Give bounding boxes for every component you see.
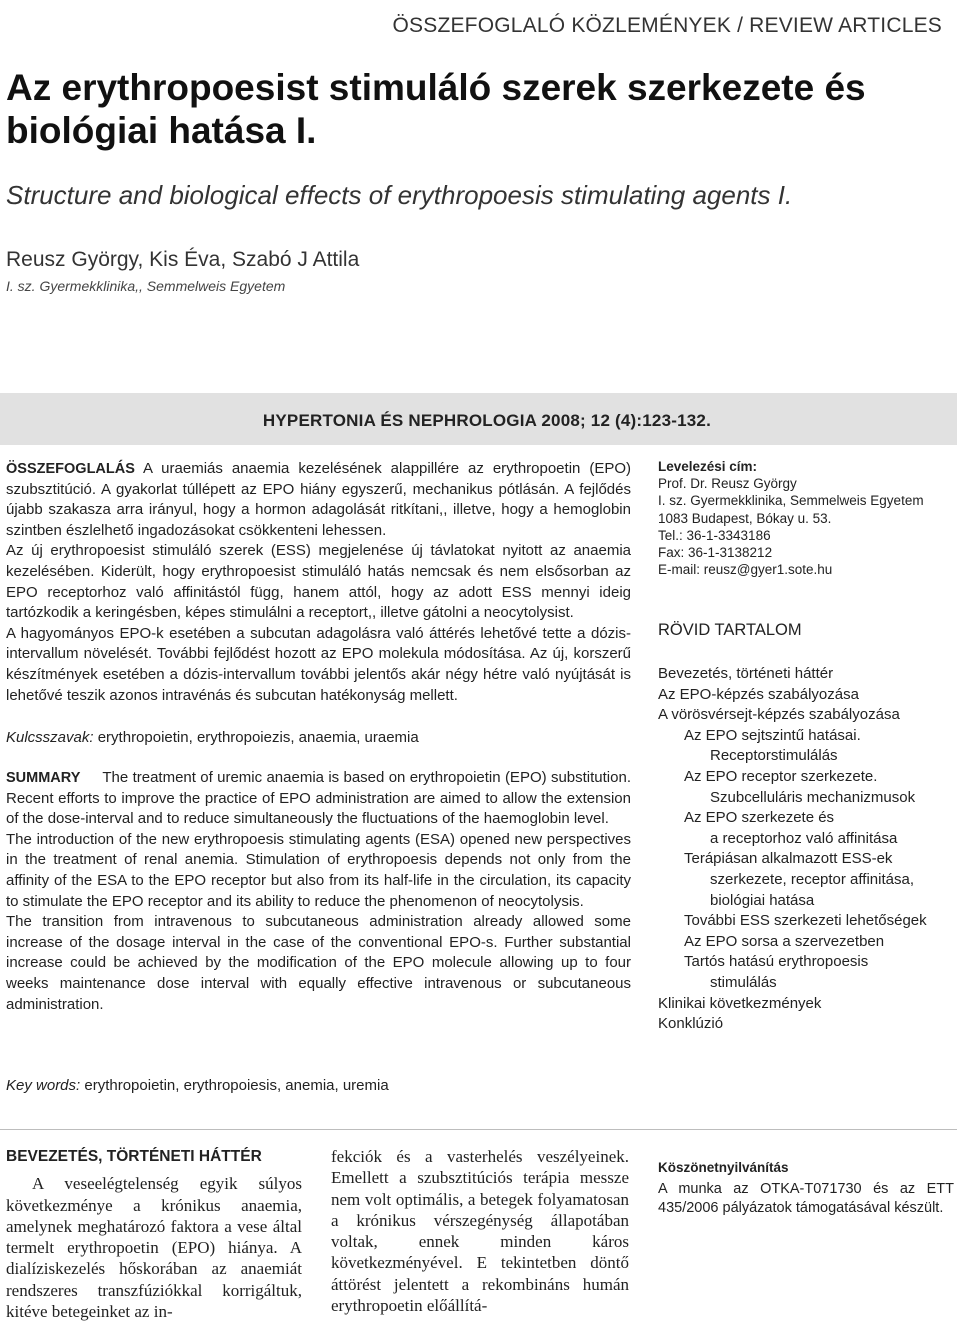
toc-item: Konklúzió — [658, 1015, 724, 1033]
toc-item: Az EPO sejtszintű hatásai. — [684, 726, 861, 744]
correspondence-institution: I. sz. Gyermekklinika, Semmelweis Egyetem — [658, 493, 924, 509]
correspondence-fax: Fax: 36-1-3138212 — [658, 545, 773, 561]
keywords-en-label: Key words: — [6, 1077, 81, 1094]
section-divider — [0, 1129, 957, 1130]
body-paragraph-1: A veseelégtelenség egyik súlyos következménye a krónikus anaemia, amelynek meghatározó faktora a vese által termelt erythropoetin (EPO) hiánya. A dialíziskezelés hőskorában az anaemiát rendszeres transzfúziókkal korrigáltuk, kitéve betegeinket az in- — [6, 1174, 302, 1322]
toc-item: Szubcelluláris mechanizmusok — [710, 788, 916, 806]
author-list: Reusz György, Kis Éva, Szabó J Attila — [6, 248, 360, 271]
abstract-hu-paragraph-2: Az új erythropoesist stimuláló szerek (ESS) megjelenése új távlatokat nyitott az anaemia kezelésében. Kiderült, hogy erythropoesist stimuláló hatás nemcsak és nem elsősorban az EPO receptorhoz való affinitástól függ, hanem attól, hogy az adott ESS mennyi ideig tartózkodik a keringésben, képes stimulálni a receptort,, illetve gátolni a neocytolysist. — [6, 542, 631, 622]
toc-item: Tartós hatású erythropoesis — [684, 953, 869, 971]
article-title-line-2: biológiai hatása I. — [6, 110, 317, 151]
keywords-hu-label: Kulcsszavak: — [6, 729, 94, 746]
correspondence-phone: Tel.: 36-1-3343186 — [658, 527, 771, 543]
toc-item: Az EPO-képzés szabályozása — [658, 685, 859, 703]
abstract-hu-text-1: A uraemiás anaemia kezelésének alappillére az erythropoetin (EPO) szubsztitúció. A gyakorlat túllépett az EPO hiány egyszerű, mechanikus pótlásán. A fejlődés újabb szakasza arra irányul, hogy a hormon adagolását ritkítani,, illetve, hogy a hemoglobin szintben észlelhető ingadozásokat csökkenteni lehessen. — [6, 460, 631, 539]
toc-item: A vörösvérsejt-képzés szabályozása — [658, 706, 900, 724]
correspondence-street: 1083 Budapest, Bókay u. 53. — [658, 510, 832, 526]
journal-reference: HYPERTONIA ÉS NEPHROLOGIA 2008; 12 (4):123-132. — [262, 411, 711, 430]
article-title-line-1: Az erythropoesist stimuláló szerek szerkezete és — [6, 67, 866, 108]
journal-reference-band — [0, 393, 957, 445]
correspondence-title: Levelezési cím: — [658, 459, 758, 474]
toc-title: RÖVID TARTALOM — [658, 621, 802, 639]
acknowledgement-title: Köszönetnyilvánítás — [658, 1160, 789, 1175]
correspondence-name: Prof. Dr. Reusz György — [658, 476, 797, 492]
abstract-hu-paragraph-3: A hagyományos EPO-k esetében a subcutan adagolásra való áttérés lehetővé tette a dózis-intervallum növelését. További fejlődést hozott az EPO molekula módosítása. Az új, korszerű készítmények esetében a dózis-intervallum további jelentős akár négy hétre való nyújtását is lehetővé teszik azonos intravénás és subcutan hatékonyság mellett. — [6, 624, 631, 704]
abstract-hungarian — [6, 459, 631, 706]
toc-item: Bevezetés, történeti háttér — [658, 665, 834, 682]
acknowledgement — [658, 1158, 954, 1219]
toc-item: Receptorstimulálás — [710, 747, 838, 765]
table-of-contents — [658, 664, 958, 1035]
toc-item: szerkezete, receptor affinitása, — [710, 870, 914, 888]
toc-item: Klinikai következmények — [658, 994, 822, 1012]
toc-item: Az EPO sorsa a szervezetben — [684, 932, 885, 950]
toc-item: biológiai hatása — [710, 891, 815, 909]
toc-item: Az EPO szerkezete és — [684, 809, 835, 827]
toc-item: Az EPO receptor szerkezete. — [684, 767, 878, 785]
abstract-en-text-1: The treatment of uremic anaemia is based on erythropoietin (EPO) substitution. Recent efforts to improve the practice of EPO administration are aimed to allow the extension of the dose-interval and to reduce simultaneously the fluctuations of the haemoglobin level. — [6, 769, 631, 828]
toc-item: stimulálás — [710, 973, 777, 991]
author-affiliation: I. sz. Gyermekklinika,, Semmelweis Egyetem — [6, 278, 286, 294]
abstract-en-paragraph-1 — [6, 768, 631, 830]
body-paragraph-2: fekciók és a vasterhelés veszélyeinek. Emellett a szubsztitúciós terápia messze nem volt optimális, a betegek folyamatosan a krónikus vérszegénység állapotában voltak, ennek minden káros következményével. E tekintetben döntő áttörést jelentett a rekombináns humán erythropoetin előállítá- — [331, 1147, 629, 1316]
toc-item: a receptorhoz való affinitása — [710, 829, 898, 847]
toc-item: Terápiásan alkalmazott ESS-ek — [684, 850, 893, 868]
correspondence-address — [658, 458, 954, 578]
keywords-hungarian — [6, 729, 419, 746]
correspondence-email: E-mail: reusz@gyer1.sote.hu — [658, 562, 833, 578]
article-title — [6, 66, 906, 152]
keywords-hu-text: erythropoietin, erythropoiezis, anaemia, uraemia — [97, 729, 419, 746]
abstract-english — [6, 768, 631, 1015]
abstract-en-label: SUMMARY — [6, 770, 81, 786]
abstract-hu-label: ÖSSZEFOGLALÁS — [6, 461, 135, 477]
keywords-en-text: erythropoietin, erythropoiesis, anemia, uremia — [84, 1077, 389, 1094]
body-column-2 — [331, 1146, 629, 1316]
keywords-english — [6, 1077, 389, 1094]
acknowledgement-text: A munka az OTKA-T071730 és az ETT 435/2006 pályázatok támogatásával készült. — [658, 1180, 954, 1216]
section-heading-introduction: BEVEZETÉS, TÖRTÉNETI HÁTTÉR — [6, 1148, 262, 1165]
article-subtitle-english: Structure and biological effects of erythropoesis stimulating agents I. — [6, 180, 793, 210]
abstract-en-paragraph-3: The transition from intravenous to subcutaneous administration already allowed some increase of the dosage interval in the case of the conventional EPO-s. Further substantial increase could be achieved by the modification of the EPO molecule allowing up to four weeks maintenance dose interval with equally effective intravenous or subcutaneous administration. — [6, 913, 631, 1013]
section-label: ÖSSZEFOGLALÓ KÖZLEMÉNYEK / REVIEW ARTICLES — [392, 14, 942, 37]
toc-item: További ESS szerkezeti lehetőségek — [684, 912, 927, 930]
abstract-en-paragraph-2: The introduction of the new erythropoesis stimulating agents (ESA) opened new perspectives in the treatment of renal anemia. Stimulation of erythropoesis depends not only from the affinity of the ESA to the EPO receptor but also from its half-life in the circulation, its capacity to stimulate the EPO receptor and its ability to reduce the phenomenon of neocytolysis. — [6, 830, 631, 910]
body-column-1 — [6, 1146, 302, 1322]
abstract-hu-paragraph-1 — [6, 459, 631, 541]
